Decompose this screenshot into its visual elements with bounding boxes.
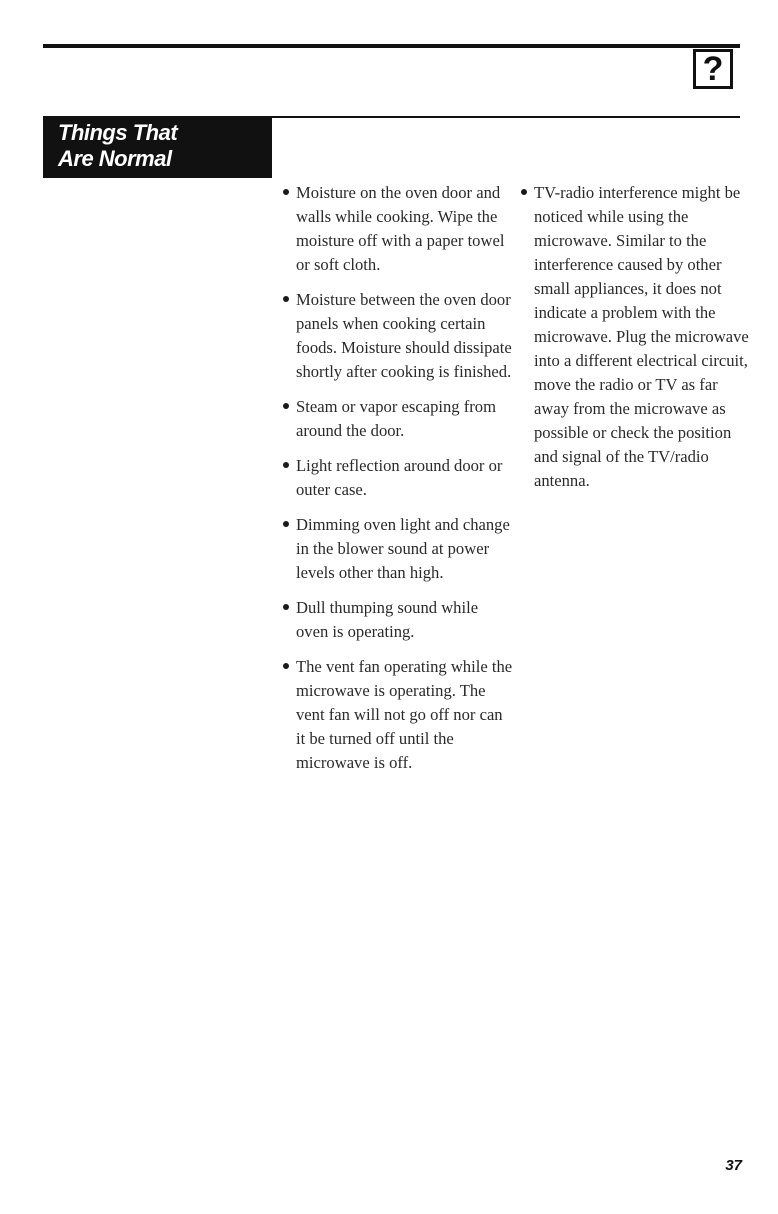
section-title-line-2: Are Normal [58,146,172,171]
list-item: Dimming oven light and change in the blower sound at power levels other than high. [283,513,513,585]
list-item: Dull thumping sound while oven is operating. [283,596,513,644]
help-symbol: ? [702,50,724,88]
help-question-icon [693,49,733,89]
list-item: Moisture between the oven door panels when cooking certain foods. Moisture should dissipate shortly after cooking is finished. [283,288,513,384]
left-column [283,181,513,786]
section-title-line-1: Things That [58,120,178,145]
section-title-banner [43,116,272,178]
page-number: 37 [725,1157,742,1174]
right-column [521,181,751,504]
top-rule [43,44,740,48]
header-rule [272,116,740,118]
list-item: Moisture on the oven door and walls while cooking. Wipe the moisture off with a paper towel or soft cloth. [283,181,513,277]
list-item: Steam or vapor escaping from around the door. [283,395,513,443]
list-item: The vent fan operating while the microwave is operating. The vent fan will not go off nor can it be turned off until the microwave is off. [283,655,513,775]
list-item: Light reflection around door or outer case. [283,454,513,502]
list-item: TV-radio interference might be noticed while using the microwave. Similar to the interference caused by other small appliances, it does not indicate a problem with the microwave. Plug the microwave into a different electrical circuit, move the radio or TV as far away from the microwave as possible or check the position and signal of the TV/radio antenna. [521,181,751,493]
